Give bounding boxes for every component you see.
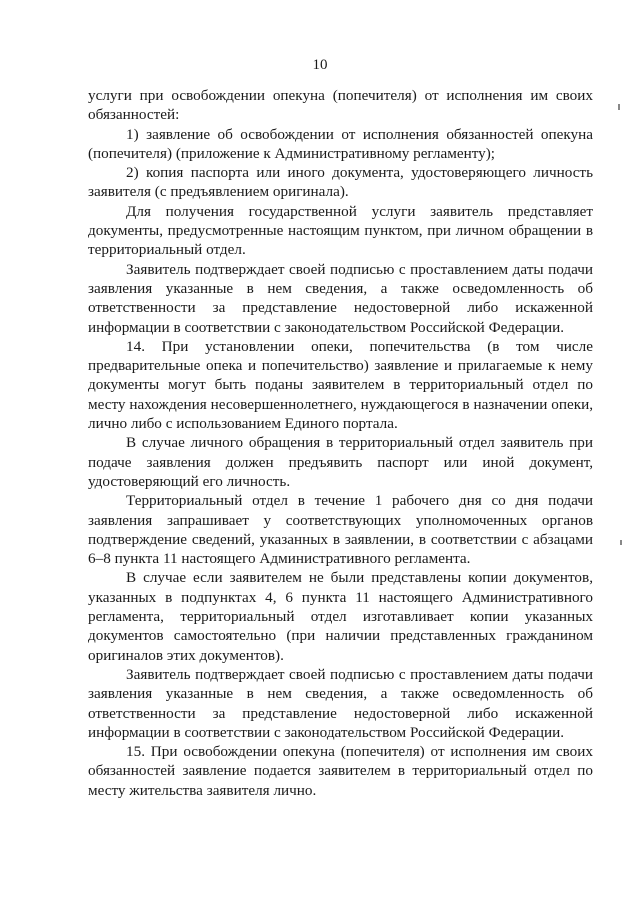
paragraph: В случае если заявителем не были представлены копии документов, указанных в подпунктах 4, 6 пункта 11 настоящего Административного регламента, территориальный отдел изготавливает копии указанных документов самостоятельно (при наличии представленных гражданином оригиналов этих документов). <box>88 569 593 664</box>
document-body <box>88 86 593 800</box>
paragraph: услуги при освобождении опекуна (попечителя) от исполнения им своих обязанностей: <box>88 87 593 124</box>
paragraph: Заявитель подтверждает своей подписью с проставлением даты подачи заявления указанные в нем сведения, а также осведомленность об ответственности за представление недостоверной либо искаженной информации в соответствии с законодательством Российской Федерации. <box>88 665 593 741</box>
page-number: 10 <box>312 57 328 73</box>
paragraph: Заявитель подтверждает своей подписью с проставлением даты подачи заявления указанные в нем сведения, а также осведомленность об ответственности за представление недостоверной либо искаженной информации в соответствии с законодательством Российской Федерации. <box>88 260 593 336</box>
paragraph: 2) копия паспорта или иного документа, удостоверяющего личность заявителя (с предъявлением оригинала). <box>88 164 593 201</box>
paragraph: Для получения государственной услуги заявитель представляет документы, предусмотренные настоящим пунктом, при личном обращении в территориальный отдел. <box>88 202 593 259</box>
paragraph: В случае личного обращения в территориальный отдел заявитель при подаче заявления должен предъявить паспорт или иной документ, удостоверяющий его личность. <box>88 434 593 490</box>
scan-margin-mark <box>620 540 622 545</box>
paragraph: 1) заявление об освобождении от исполнения обязанностей опекуна (попечителя) (приложение к Административному регламенту); <box>88 125 593 162</box>
paragraph: 15. При освобождении опекуна (попечителя) от исполнения им своих обязанностей заявление подается заявителем в территориальный отдел по месту жительства заявителя лично. <box>88 743 593 799</box>
scan-margin-mark <box>618 104 620 110</box>
paragraph: 14. При установлении опеки, попечительства (в том числе предварительные опека и попечительство) заявление и прилагаемые к нему документы могут быть поданы заявителем в территориальный отдел по месту нахождения несовершеннолетнего, нуждающегося в назначении опеки, лично либо с использованием Единого портала. <box>88 337 593 433</box>
paragraph: Территориальный отдел в течение 1 рабочего дня со дня подачи заявления запрашивает у соответствующих уполномоченных органов подтверждение сведений, указанных в заявлении, в соответствии с абзацами 6–8 пункта 11 настоящего Административного регламента. <box>88 492 593 568</box>
